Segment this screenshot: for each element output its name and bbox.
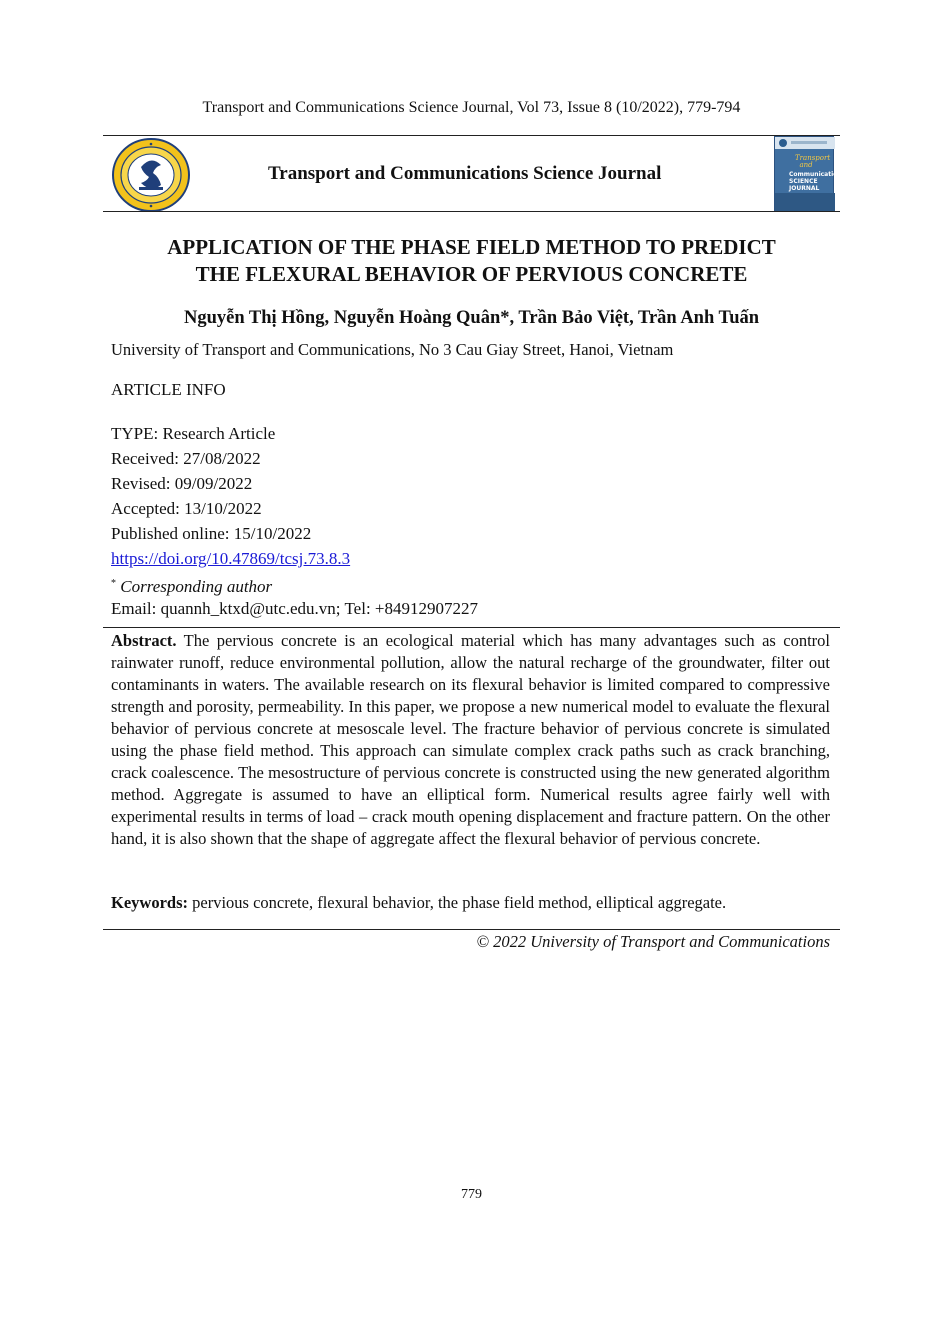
contact-email: Email: quannh_ktxd@utc.edu.vn; Tel: +84912907227 — [111, 599, 479, 618]
university-logo — [111, 137, 191, 213]
keywords — [111, 893, 830, 913]
article-info-heading: ARTICLE INFO — [111, 380, 226, 399]
copyright-notice: © 2022 University of Transport and Communications — [476, 932, 830, 951]
page-number: 779 — [461, 1187, 482, 1202]
author-list: Nguyễn Thị Hồng, Nguyễn Hoàng Quân*, Trần Bảo Việt, Trần Anh Tuấn — [183, 308, 760, 328]
doi-link[interactable]: https://doi.org/10.47869/tcsj.73.8.3 — [111, 549, 351, 568]
title-line-1: APPLICATION OF THE PHASE FIELD METHOD TO PREDICT — [167, 235, 776, 259]
abstract — [111, 630, 830, 850]
title-line-2: THE FLEXURAL BEHAVIOR OF PERVIOUS CONCRETE — [195, 262, 748, 286]
corresponding-mark: * — [111, 578, 116, 589]
article-title — [80, 234, 863, 288]
published-date: Published online: 15/10/2022 — [111, 524, 312, 543]
corresponding-label: Corresponding author — [120, 577, 273, 596]
journal-name: Transport and Communications Science Journal — [268, 163, 662, 184]
journal-cover-thumbnail: Transport and Communications SCIENCE JOURNAL — [774, 136, 834, 211]
abstract-top-rule — [103, 627, 840, 628]
header-bottom-rule — [103, 211, 840, 212]
header-top-rule — [103, 135, 840, 136]
keywords-label: Keywords: — [111, 893, 188, 912]
received-date: Received: 27/08/2022 — [111, 449, 261, 468]
revised-date: Revised: 09/09/2022 — [111, 474, 253, 493]
running-header: Transport and Communications Science Journal, Vol 73, Issue 8 (10/2022), 779-794 — [202, 99, 741, 116]
abstract-text: The pervious concrete is an ecological material which has many advantages such as control rainwater runoff, reduce environmental pollution, allow the natural recharge of the groundwater, filter out contaminants in waters. The available research on its flexural behavior is limited compared to compressive strength and porosity, permeability. In this paper, we propose a new numerical model to evaluate the flexural behavior of pervious concrete at mesoscale level. The fracture behavior of pervious concrete is simulated using the phase field method. This approach can simulate complex crack paths such as crack branching, crack coalescence. The mesostructure of pervious concrete is constructed using the new generated algorithm method. Aggregate is assumed to have an elliptical form. Numerical results agree fairly well with experimental results in terms of load – crack mouth opening displacement and fracture pattern. On the other hand, it is also shown that the shape of aggregate affect the flexural behavior of pervious concrete. — [111, 631, 831, 848]
article-info-list — [111, 421, 350, 571]
keywords-text: pervious concrete, flexural behavior, the phase field method, elliptical aggregate. — [192, 893, 727, 912]
affiliation: University of Transport and Communications, No 3 Cau Giay Street, Hanoi, Vietnam — [111, 340, 674, 359]
corresponding-author-note — [111, 574, 272, 597]
abstract-bottom-rule — [103, 929, 840, 930]
article-type: TYPE: Research Article — [111, 424, 276, 443]
accepted-date: Accepted: 13/10/2022 — [111, 499, 262, 518]
abstract-label: Abstract. — [111, 631, 177, 650]
